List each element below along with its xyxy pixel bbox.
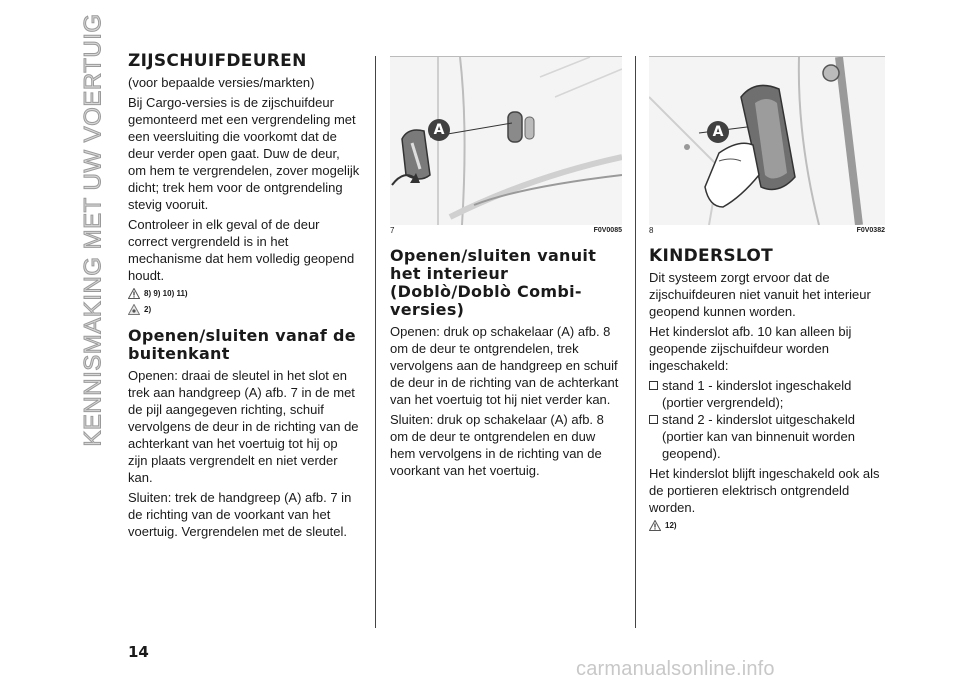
figure-code: F0V0085 — [593, 227, 622, 234]
bullet-square-icon — [649, 415, 658, 424]
paragraph-child-lock-remains: Het kinderslot blijft ingeschakeld ook als de portieren elektrisch ontgrendeld worden. — [649, 466, 880, 515]
paragraph-child-lock-engage: Het kinderslot afb. 10 kan alleen bij geopende zijschuifdeur worden ingeschakeld: — [649, 324, 852, 373]
list-item — [649, 377, 889, 411]
watermark: carmanualsonline.info — [576, 658, 775, 680]
list-item — [649, 411, 889, 462]
warning-triangle-icon — [649, 520, 661, 531]
list-item-text: stand 2 - kinderslot uitgeschakeld (portier kan van binnenuit worden geopend). — [662, 412, 855, 461]
page-number: 14 — [128, 643, 149, 661]
figure-number: 8 — [649, 226, 654, 235]
figure-8 — [649, 56, 885, 225]
column-divider-2 — [635, 56, 636, 628]
column-3 — [649, 56, 889, 535]
column-divider-1 — [375, 56, 376, 628]
warning-references — [649, 519, 889, 531]
column-1 — [128, 52, 360, 543]
heading-child-lock: KINDERSLOT — [649, 246, 774, 266]
heading-inside: Openen/sluiten vanuit het interieur (Doblò/Doblò Combi-versies) — [390, 246, 597, 319]
figure-7-caption — [390, 225, 622, 237]
paragraph-open-inside: Openen: druk op schakelaar (A) afb. 8 om de deur te ontgrendelen, trek vervolgens aan de handgreep en schuif de deur in de richting van de achterkant van het voertuig tot hij niet verder kan. — [390, 324, 619, 407]
note-references — [128, 303, 360, 315]
paragraph-close-outside: Sluiten: trek de handgreep (A) afb. 7 in de richting van de voorkant van het voertuig. Vergrendelen met de sleutel. — [128, 490, 352, 539]
column-2 — [390, 56, 622, 482]
door-handle-illustration — [390, 57, 622, 225]
note-refs-text: 2) — [144, 304, 152, 314]
warning-refs-text: 8) 9) 10) 11) — [144, 288, 188, 298]
heading-outside: Openen/sluiten vanaf de buitenkant — [128, 326, 356, 363]
paragraph-check: Controleer in elk geval of de deur correct vergrendeld is in het mechanisme dat hem volledig geopend houdt. — [128, 217, 355, 283]
figure-8-caption — [649, 225, 885, 237]
paragraph-close-inside: Sluiten: druk op schakelaar (A) afb. 8 om de deur te ontgrendelen en duw hem vervolgens in de richting van de voorkant van het voertuig. — [390, 412, 604, 478]
paragraph-open-outside: Openen: draai de sleutel in het slot en trek aan handgreep (A) afb. 7 in de met de pijl aangegeven richting, schuif vervolgens de deur in de richting van de achterkant van het voertuig tot hij op zijn plaats vergrendelt en niet verder kan. — [128, 368, 359, 485]
paragraph-cargo: Bij Cargo-versies is de zijschuifdeur gemonteerd met een vergrendeling met een veersluiting die voorkomt dat de deur verder open gaat. Duw de deur, om hem te vergrendelen, zover mogelijk dicht; trek hem voor de ontgrendeling stevig vooruit. — [128, 95, 360, 212]
figure-7 — [390, 56, 622, 225]
chapter-title-text: KENNISMAKING MET UW VOERTUIG — [80, 13, 107, 447]
note-hand-icon — [128, 304, 140, 315]
list-item-text: stand 1 - kinderslot ingeschakeld (portier vergrendeld); — [662, 378, 852, 410]
subheading-versions: (voor bepaalde versies/markten) — [128, 75, 315, 90]
bullet-square-icon — [649, 381, 658, 390]
callout-a: A — [707, 121, 729, 143]
chapter-side-title — [74, 13, 114, 447]
paragraph-child-lock-intro: Dit systeem zorgt ervoor dat de zijschuifdeuren niet vanuit het interieur geopend kunnen worden. — [649, 270, 871, 319]
heading-sliding-doors: ZIJSCHUIFDEUREN — [128, 51, 307, 71]
warning-triangle-icon — [128, 288, 140, 299]
figure-number: 7 — [390, 226, 395, 235]
warning-references — [128, 287, 360, 299]
figure-code: F0V0382 — [856, 227, 885, 234]
callout-a: A — [428, 119, 450, 141]
inside-switch-illustration — [649, 57, 885, 225]
warning-refs-text: 12) — [665, 520, 677, 530]
